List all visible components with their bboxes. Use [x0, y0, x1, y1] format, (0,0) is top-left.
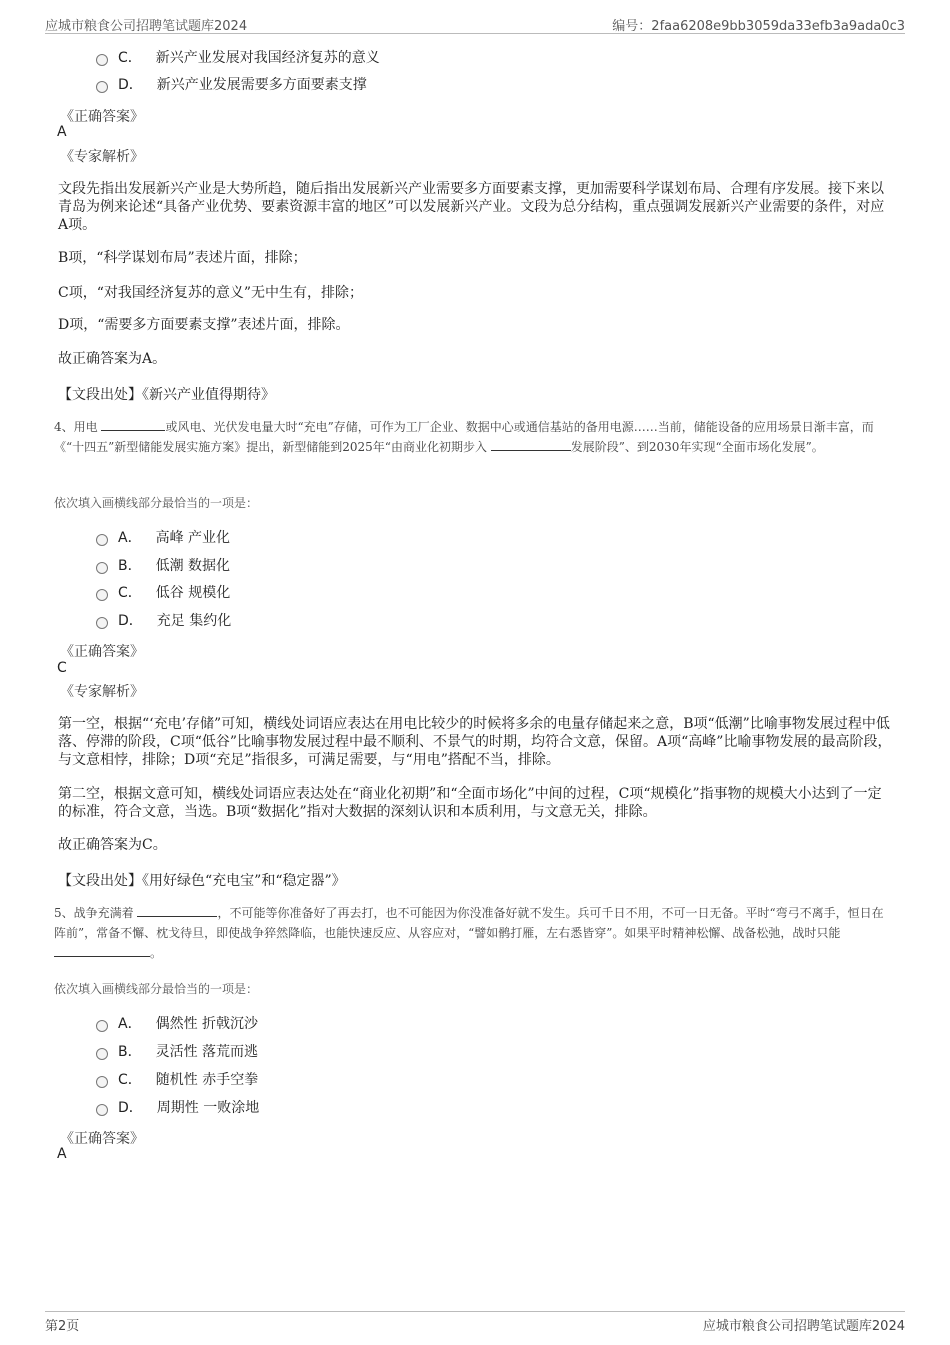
- page-footer: [45, 1311, 905, 1334]
- analysis-paragraph: B项，“科学谋划布局”表述片面，排除；: [58, 250, 307, 266]
- answer-label: 《正确答案》: [60, 109, 144, 125]
- answer-label: 《正确答案》: [60, 1131, 144, 1147]
- analysis-label: 《专家解析》: [60, 684, 144, 700]
- option-a[interactable]: A． 高峰 产业化: [96, 528, 230, 548]
- analysis-paragraph: 第二空，根据文意可知，横线处词语应表达处在“商业化初期”和“全面市场化”中间的过程，C项“规模化”指事物的规模大小达到了一定的标准，符合文意，当选。B项“数据化”指对大数据的深刻认识和本质利用，与文意无关，排除。: [58, 786, 882, 820]
- answer-value: A: [57, 1146, 67, 1162]
- option-b[interactable]: B． 低潮 数据化: [96, 556, 230, 576]
- analysis-paragraph: D项，“需要多方面要素支撑”表述片面，排除。: [58, 317, 350, 333]
- fill-blank: [491, 437, 571, 451]
- question-stem: 5、战争充满着 ，不可能等你准备好了再去打，也不可能因为你没准备好就不发生。兵可千日不用，不可一日无备。平时“弯弓不离手，恒日在阵前”，常备不懈、枕戈待旦，即使战争猝然降临，也能快速反应、从容应对，“譬如鹘打雁，左右悉皆穿”。如果平时精神松懈、战备松弛，战时只能 。: [54, 903, 894, 963]
- question-stem: 4、用电 或风电、光伏发电量大时“充电”存储，可作为工厂企业、数据中心或通信基站的备用电源……当前，储能设备的应用场景日渐丰富，而《“十四五”新型储能发展实施方案》提出，新型储能到2025年“由商业化初期步入 发展阶段”、到2030年实现“全面市场化发展”。: [54, 417, 894, 457]
- page-number: 第2页: [45, 1319, 80, 1334]
- analysis-paragraph: C项，“对我国经济复苏的意义”无中生有，排除；: [58, 285, 364, 301]
- analysis-paragraph: 文段先指出发展新兴产业是大势所趋，随后指出发展新兴产业需要多方面要素支撑，更加需要科学谋划布局、合理有序发展。接下来以青岛为例来论述“具备产业优势、要素资源丰富的地区”可以发展新兴产业。文段为总分结构，重点强调发展新兴产业需要的条件，对应A项。: [58, 181, 885, 233]
- answer-value: A: [57, 124, 67, 140]
- radio-icon[interactable]: [96, 534, 108, 546]
- fill-blank: [101, 417, 165, 431]
- analysis-paragraph: 故正确答案为C。: [58, 837, 167, 853]
- option-c[interactable]: C． 低谷 规模化: [96, 583, 230, 603]
- radio-icon[interactable]: [96, 1020, 108, 1032]
- analysis-paragraph: 第一空，根据“‘充电’存储”可知，横线处词语应表达在用电比较少的时候将多余的电量存储起来之意，B项“低潮”比喻事物发展过程中低落、停滞的阶段，C项“低谷”比喻事物发展过程中最不顺利、不景气的时期，均符合文意，保留。A项“高峰”比喻事物发展的最高阶段，与文意相悖，排除；D项“充足”指很多，可满足需要，与“用电”搭配不当，排除。: [58, 716, 892, 768]
- question-instruction: 依次填入画横线部分最恰当的一项是：: [54, 496, 259, 510]
- option-d[interactable]: D． 充足 集约化: [96, 611, 231, 631]
- radio-icon[interactable]: [96, 54, 108, 66]
- page-header: [45, 13, 905, 34]
- document-id: 编号：2faa6208e9bb3059da33efb3a9ada0c3: [612, 19, 905, 34]
- radio-icon[interactable]: [96, 562, 108, 574]
- radio-icon[interactable]: [96, 617, 108, 629]
- radio-icon[interactable]: [96, 81, 108, 93]
- source-citation: 【文段出处】《新兴产业值得期待》: [58, 387, 275, 403]
- option-b[interactable]: B． 灵活性 落荒而逃: [96, 1042, 258, 1062]
- radio-icon[interactable]: [96, 1076, 108, 1088]
- analysis-paragraph: 故正确答案为A。: [58, 351, 167, 367]
- option-a[interactable]: A． 偶然性 折戟沉沙: [96, 1014, 258, 1034]
- option-d[interactable]: D． 新兴产业发展需要多方面要素支撑: [96, 75, 367, 95]
- radio-icon[interactable]: [96, 1104, 108, 1116]
- option-d[interactable]: D． 周期性 一败涂地: [96, 1098, 259, 1118]
- radio-icon[interactable]: [96, 1048, 108, 1060]
- option-c[interactable]: C． 新兴产业发展对我国经济复苏的意义: [96, 48, 380, 68]
- question-instruction: 依次填入画横线部分最恰当的一项是：: [54, 982, 259, 996]
- header-title: 应城市粮食公司招聘笔试题库2024: [45, 19, 248, 34]
- radio-icon[interactable]: [96, 589, 108, 601]
- footer-title: 应城市粮食公司招聘笔试题库2024: [702, 1319, 905, 1334]
- analysis-label: 《专家解析》: [60, 149, 144, 165]
- fill-blank: [137, 903, 217, 917]
- source-citation: 【文段出处】《用好绿色“充电宝”和“稳定器”》: [58, 873, 346, 889]
- answer-label: 《正确答案》: [60, 644, 144, 660]
- answer-value: C: [57, 660, 67, 676]
- fill-blank: [54, 943, 150, 957]
- option-c[interactable]: C． 随机性 赤手空拳: [96, 1070, 258, 1090]
